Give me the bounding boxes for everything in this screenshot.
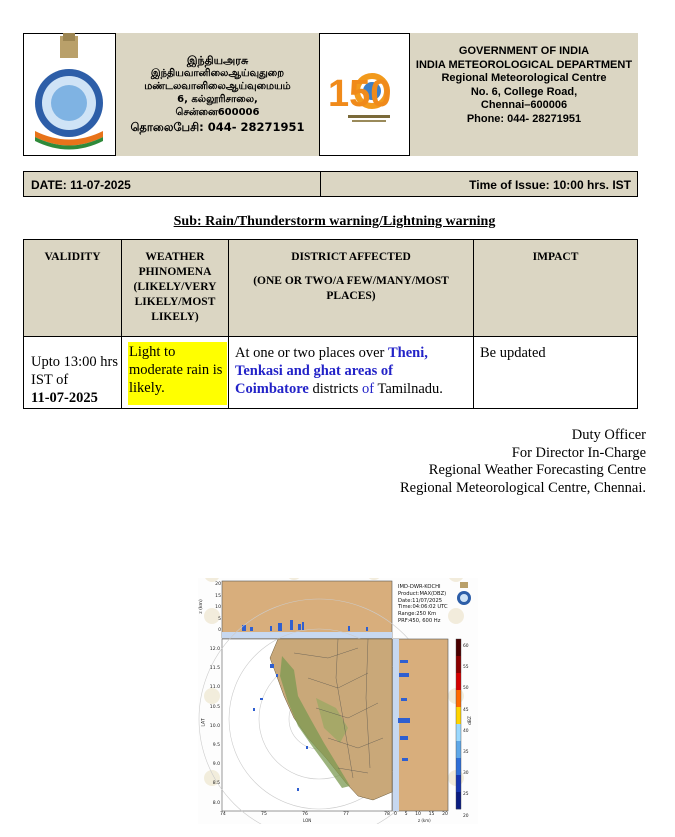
colorbar-segment (456, 724, 461, 741)
td-district-cell (228, 336, 474, 409)
colorbar-segment (456, 792, 461, 809)
lat-label: LAT (201, 718, 207, 727)
th-district-sub: (ONE OR TWO/A FEW/MANY/MOST PLACES) (253, 275, 449, 302)
colorbar-segment (456, 656, 461, 673)
right-z-tick: 15 (428, 812, 435, 817)
td-validity-prefix: Upto 13:00 hrs IST of (31, 354, 118, 388)
logo-150-text: 150 (328, 73, 392, 115)
radar-info (398, 584, 448, 625)
lon-tick: 76 (302, 812, 308, 817)
lat-tick: 12.0 (209, 647, 220, 652)
lat-tick: 11.5 (209, 666, 220, 672)
sig-director: For Director In-Charge (511, 444, 646, 461)
tamil-address: 6, கல்லூரிசாலை, (177, 94, 258, 105)
lat-tick: 10.5 (209, 704, 220, 710)
signature-block (400, 427, 646, 497)
top-z-tick: 10 (215, 605, 221, 610)
lat-tick: 9.0 (212, 762, 220, 768)
colorbar-tick: 50 (463, 686, 469, 692)
dbz-label: dBZ (467, 716, 473, 725)
subject-line: Sub: Rain/Thunderstorm warning/Lightning warning (173, 214, 496, 229)
header-english-cell (409, 33, 638, 156)
radar-info-station: IMD-DWR-KOCHI (398, 584, 441, 590)
td-weather-cell (121, 336, 229, 409)
colorbar-tick: 35 (463, 750, 469, 756)
td-impact-cell (473, 336, 638, 409)
radar-info-time: Time:04:06:02 UTC (398, 604, 448, 611)
lon-ticks (220, 812, 390, 817)
td-validity-date: 11-07-2025 (31, 390, 98, 406)
date-label: DATE: 11-07-2025 (31, 178, 131, 192)
top-z-tick: 0 (218, 628, 221, 633)
th-impact-cell (473, 239, 638, 337)
tamil-imd: இந்தியவானிலைஆய்வுதுறை (150, 68, 285, 79)
right-z-ticks (394, 812, 448, 817)
radar-colorbar (456, 639, 461, 809)
colorbar-tick: 20 (463, 813, 469, 819)
colorbar-segment (456, 758, 461, 775)
radar-emblem-icon (457, 582, 471, 605)
issue-time-cell (320, 171, 638, 197)
eng-phone: Phone: 044- 28271951 (466, 112, 582, 125)
right-z-tick: 10 (415, 812, 421, 817)
top-z-ticks (211, 579, 221, 637)
th-district-title: DISTRICT AFFECTED (291, 251, 411, 263)
colorbar-tick: 25 (463, 792, 469, 798)
header-left-logo-cell (23, 33, 116, 156)
tamil-phone: தொலைபேசி: 044- 28271951 (130, 120, 305, 134)
eng-imd: INDIA METEOROLOGICAL DEPARTMENT (415, 58, 633, 71)
right-z-tick: 20 (442, 812, 448, 817)
logo-150-icon (320, 33, 409, 156)
lat-ticks (206, 640, 220, 813)
lon-tick: 77 (343, 812, 349, 817)
tamil-govt: இந்தியஅரசு (186, 54, 249, 67)
colorbar-segment (456, 741, 461, 758)
td-impact: Be updated (480, 345, 546, 361)
right-z-label: z (km) (418, 818, 431, 823)
eng-address: No. 6, College Road, (470, 85, 578, 98)
td-district-post1: districts (308, 381, 363, 397)
header-tamil-cell (116, 33, 320, 156)
th-weather: WEATHER PHINOMENA (LIKELY/VERY LIKELY/MOST LIKELY) (133, 251, 217, 323)
radar-right-panel (393, 639, 448, 811)
issue-time: Time of Issue: 10:00 hrs. IST (469, 178, 631, 192)
imd-emblem-logo (23, 33, 116, 156)
lon-label: LON (303, 818, 312, 823)
colorbar-segment (456, 673, 461, 690)
sig-duty-officer: Duty Officer (571, 427, 646, 443)
colorbar-segment (456, 775, 461, 792)
lon-tick: 78 (384, 812, 390, 817)
top-z-label: z (km) (198, 599, 204, 614)
lat-tick: 9.5 (212, 743, 220, 749)
lon-tick: 75 (261, 812, 267, 817)
td-district-of: of (362, 381, 375, 397)
right-z-tick: 0 (394, 812, 397, 817)
td-district-pre: At one or two places over (235, 345, 389, 361)
colorbar-tick: 55 (463, 665, 469, 671)
tamil-city: சென்னை600006 (175, 107, 260, 118)
eng-govt: GOVERNMENT OF INDIA (458, 45, 590, 57)
date-cell (23, 171, 321, 197)
colorbar-tick: 60 (463, 644, 469, 649)
td-district (229, 337, 473, 398)
td-district-names: Theni, Tenkasi and ghat areas of Coimbatore (235, 345, 428, 397)
td-weather: Light to moderate rain is likely. (129, 344, 223, 396)
colorbar-ticks (463, 636, 469, 827)
radar-info-product: Product:MAX(DBZ) (398, 590, 447, 597)
th-validity-cell (23, 239, 122, 337)
eng-rmc: Regional Meteorological Centre (441, 72, 607, 84)
radar-image (198, 578, 478, 824)
colorbar-segment (456, 639, 461, 656)
th-weather-cell (121, 239, 229, 337)
colorbar-segment (456, 707, 461, 724)
lon-tick: 74 (220, 812, 226, 817)
radar-info-range: Range:250 Km (398, 611, 437, 618)
right-z-tick: 5 (404, 812, 408, 817)
logo-150-cell (320, 33, 409, 156)
radar-info-prf: PRF:450, 600 Hz (398, 617, 441, 624)
top-z-tick: 5 (218, 616, 221, 622)
th-district-cell (228, 239, 474, 337)
lat-tick: 10.0 (209, 723, 220, 729)
colorbar-tick: 40 (463, 728, 469, 734)
lat-tick: 8.0 (212, 800, 220, 806)
sig-rwfc: Regional Weather Forecasting Centre (428, 462, 646, 478)
radar-info-date: Date:11/07/2025 (398, 597, 443, 604)
sig-rmc: Regional Meteorological Centre, Chennai. (399, 479, 646, 496)
td-district-post2: Tamilnadu. (374, 381, 443, 397)
colorbar-tick: 45 (463, 707, 469, 713)
top-z-tick: 15 (215, 593, 221, 599)
colorbar-segment (456, 690, 461, 707)
lat-tick: 8.5 (212, 781, 220, 787)
eng-city: Chennai–600006 (480, 99, 568, 111)
tamil-rmc: மண்டலவானிலைஆய்வுமையம் (144, 81, 291, 92)
lat-tick: 11.0 (209, 685, 220, 691)
th-impact: IMPACT (532, 251, 579, 263)
th-validity: VALIDITY (44, 251, 101, 263)
top-z-tick: 20 (215, 582, 221, 587)
td-validity-cell (23, 336, 122, 409)
colorbar-tick: 30 (463, 771, 469, 777)
